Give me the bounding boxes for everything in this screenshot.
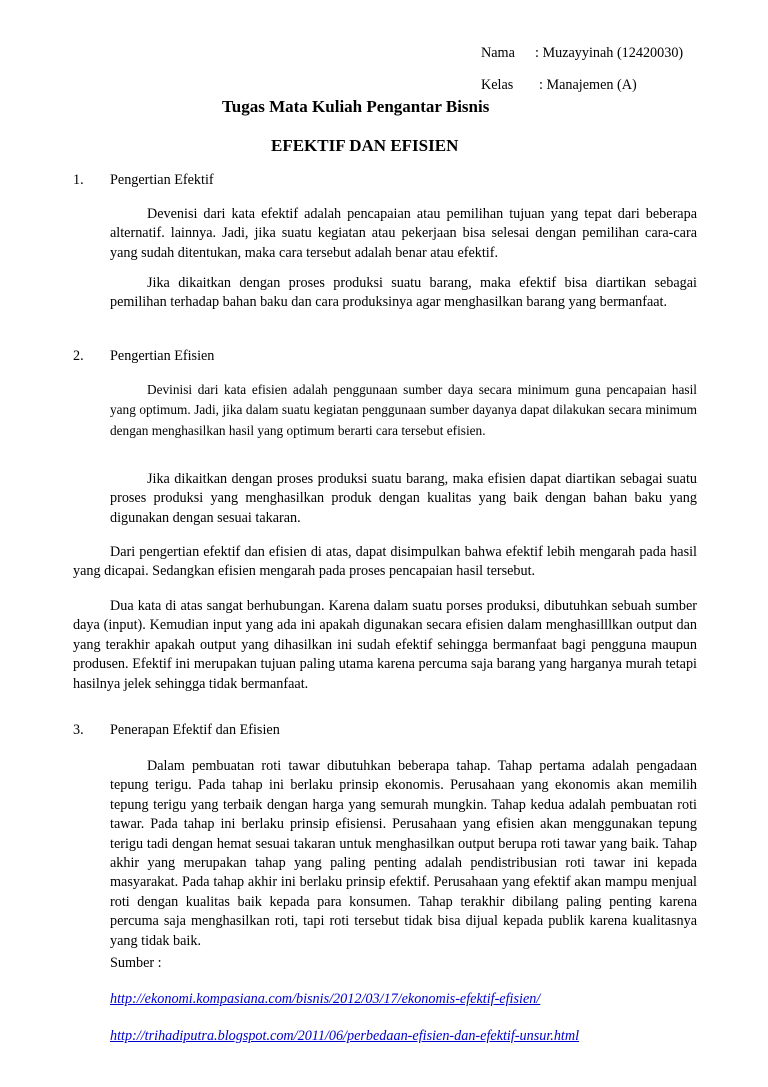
section-1-paragraph-2: Jika dikaitkan dengan proses produksi suatu barang, maka efektif bisa diartikan sebagai pemilihan terhadap bahan baku dan cara produksinya agar menghasilkan barang yang bermanfaat. <box>110 275 697 311</box>
section-3-paragraph-1: Dalam pembuatan roti tawar dibutuhkan beberapa tahap. Tahap pertama adalah pengadaan tepung terigu. Pada tahap ini berlaku prinsip ekonomis. Perusahaan yang ekonomis akan memilih tepung terigu yang terbaik dengan harga yang semurah mungkin. Tahap kedua adalah pembuatan roti tawar. Pada tahap ini berlaku prinsip efisiensi. Perusahaan yang efisien akan menggunakan tepung terigu tadi dengan hemat sesuai takaran untuk menghasilkan output berupa roti tawar yang baik. Tahap akhir yang merupakan tahap yang paling penting adalah pendistribusian roti tawar ini kepada masyarakat. Pada tahap akhir ini berlaku prinsip efektif. Perusahaan yang efektif akan mampu menjual roti dengan kualitas baik kepada para konsumen. Tahap terakhir dibilang paling penting karena percuma saja menghasilkan roti, tapi roti tersebut tidak bisa dijual kepada publik karena kualitasnya yang tidak baik. <box>110 758 697 949</box>
section-3-heading: Penerapan Efektif dan Efisien <box>110 722 280 738</box>
conclusion-paragraph-2: Dua kata di atas sangat berhubungan. Karena dalam suatu porses produksi, dibutuhkan sebuah sumber daya (input). Kemudian input yang ada ini apakah digunakan secara efisien dalam menghasilllkan output dan yang terakhir apakah output yang dihasilkan ini sudah efektif sehingga bermanfaat bagi pengguna maupun produsen. Efektif ini merupakan tujuan paling utama karena percuma saja barang yang harganya murah tetapi hasilnya jelek sehingga tidak bermanfaat. <box>73 598 697 692</box>
source-link-2[interactable]: http://trihadiputra.blogspot.com/2011/06/perbedaan-efisien-dan-efektif-unsur.html <box>110 1028 580 1044</box>
source-link-1[interactable]: http://ekonomi.kompasiana.com/bisnis/2012/03/17/ekonomis-efektif-efisien/ <box>110 991 541 1007</box>
section-2-number: 2. <box>73 348 84 364</box>
kelas-label: Kelas <box>481 77 514 93</box>
section-2-paragraph-2: Jika dikaitkan dengan proses produksi suatu barang, maka efisien dapat diartikan sebagai suatu proses produksi yang menghasilkan produk dengan kualitas yang baik dengan bahan baku yang digunakan dengan sesuai takaran. <box>110 471 697 526</box>
course-title: Tugas Mata Kuliah Pengantar Bisnis <box>222 97 490 116</box>
document-title: EFEKTIF DAN EFISIEN <box>271 136 459 155</box>
kelas-value: : Manajemen (A) <box>539 77 637 93</box>
section-1-paragraph-1: Devenisi dari kata efektif adalah pencapaian atau pemilihan tujuan yang tepat dari beberapa alternatif. lainnya. Jadi, jika suatu kegiatan atau pekerjaan bisa selesai dengan pemilihan cara-cara yang sudah ditentukan, maka cara tersebut adalah benar atau efektif. <box>110 206 697 261</box>
section-2-heading: Pengertian Efisien <box>110 348 215 364</box>
nama-value: : Muzayyinah (12420030) <box>535 45 684 61</box>
conclusion-paragraph-1: Dari pengertian efektif dan efisien di atas, dapat disimpulkan bahwa efektif lebih mengarah pada hasil yang dicapai. Sedangkan efisien mengarah pada proses pencapaian hasil tersebut. <box>73 544 697 580</box>
sources-label: Sumber : <box>110 955 162 971</box>
section-1-number: 1. <box>73 172 84 188</box>
section-3-number: 3. <box>73 722 84 738</box>
section-1-heading: Pengertian Efektif <box>110 172 214 188</box>
nama-label: Nama <box>481 45 515 61</box>
section-2-paragraph-1: Devinisi dari kata efisien adalah penggunaan sumber daya secara minimum guna pencapaian hasil yang optimum. Jadi, jika dalam suatu kegiatan penggunaan sumber dayanya dapat dilakukan secara minimum dengan menghasilkan hasil yang optimum berarti cara tersebut efisien. <box>110 382 697 438</box>
